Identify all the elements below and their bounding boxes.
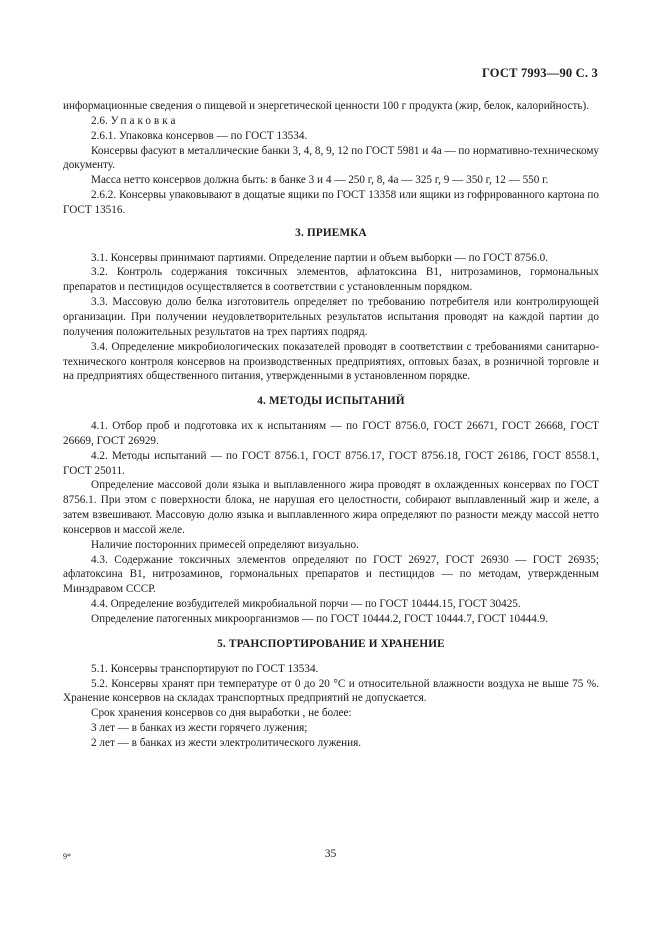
- paragraph-tongue-fat: Определение массовой доли языка и выплавленного жира проводят в охлажденных консервах по ГОСТ 8756.1. При этом с поверхности блока, не нарушая его целостности, собирают выплавленный жир и желе, а затем взвешивают. Массовую долю языка и выплавленного жира определяют по разности между массой нетто консервов и массой желе.: [63, 479, 599, 536]
- paragraph-4-4: 4.4. Определение возбудителей микробиальной порчи — по ГОСТ 10444.15, ГОСТ 30425.: [91, 598, 521, 611]
- section-5-title: 5. ТРАНСПОРТИРОВАНИЕ И ХРАНЕНИЕ: [217, 637, 445, 650]
- section-4-title: 4. МЕТОДЫ ИСПЫТАНИЙ: [257, 395, 405, 408]
- document-header: ГОСТ 7993—90 С. 3: [481, 66, 598, 80]
- paragraph-3-4: 3.4. Определение микробиологических показателей проводят в соответствии с требованиями санитарно-технического контроля консервов на производственных предприятиях, оптовых базах, в розничной торговле и на предприятиях общественного питания, утвержденными в установленном порядке.: [63, 340, 599, 383]
- footer-mark: 9*: [63, 852, 71, 861]
- paragraph-4-1: 4.1. Отбор проб и подготовка их к испытаниям — по ГОСТ 8756.0, ГОСТ 26671, ГОСТ 26668, ГОСТ 26669, ГОСТ 26929.: [63, 420, 599, 447]
- section-3-title: 3. ПРИЕМКА: [295, 226, 367, 239]
- paragraph-cans: Консервы фасуют в металлические банки 3, 4, 8, 9, 12 по ГОСТ 5981 и 4а — по нормативно-техническому документу.: [63, 144, 599, 172]
- subsection-2-6-heading: 2.6. Упаковка: [91, 114, 179, 127]
- paragraph-4-2: 4.2. Методы испытаний — по ГОСТ 8756.1, ГОСТ 8756.17, ГОСТ 8756.18, ГОСТ 26186, ГОСТ 8558.1, ГОСТ 25011.: [63, 449, 599, 477]
- paragraph-pathogens: Определение патогенных микроорганизмов — по ГОСТ 10444.2, ГОСТ 10444.7, ГОСТ 10444.9.: [91, 613, 549, 625]
- paragraph-intro-continuation: информационные сведения о пищевой и энергетической ценности 100 г продукта (жир, белок, калорийность).: [63, 100, 590, 112]
- document-body: [63, 99, 599, 751]
- paragraph-3-1: 3.1. Консервы принимают партиями. Определение партии и объем выборки — по ГОСТ 8756.0.: [91, 251, 549, 264]
- paragraph-4-3: 4.3. Содержание токсичных элементов определяют по ГОСТ 26927, ГОСТ 26930 — ГОСТ 26935; афлатоксина В1, нитрозаминов, гормональных препаратов и пестицидов — по методам, утвержденным Минздравом СССР.: [63, 553, 599, 596]
- paragraph-2-6-1: 2.6.1. Упаковка консервов — по ГОСТ 13534.: [91, 129, 308, 142]
- paragraph-impurities: Наличие посторонних примесей определяют визуально.: [91, 538, 359, 551]
- paragraph-3-2: 3.2. Контроль содержания токсичных элементов, афлатоксина В1, нитрозаминов, гормональных препаратов и пестицидов осуществляется в соответствии с установленным порядком.: [63, 266, 599, 294]
- paragraph-5-2: 5.2. Консервы хранят при температуре от 0 до 20 °С и относительной влажности воздуха не выше 75 %. Хранение консервов на складах транспортных предприятий не допускается.: [63, 677, 599, 705]
- paragraph-2-6-2: 2.6.2. Консервы упаковывают в дощатые ящики по ГОСТ 13358 или ящики из гофрированного картона по ГОСТ 13516.: [63, 189, 599, 216]
- packing-spaced-word: Упаковка: [110, 114, 179, 127]
- paragraph-shelf-life: Срок хранения консервов со дня выработки , не более:: [91, 707, 352, 720]
- paragraph-3-3: 3.3. Массовую долю белка изготовитель определяет по требованию потребителя или контролирующей организации. При получении неудовлетворительных результатов испытания проводят на каждой партии до получения положительных результатов на трех партиях подряд.: [63, 296, 599, 338]
- paragraph-2-years: 2 лет — в банках из жести электролитического лужения.: [91, 736, 362, 749]
- paragraph-net-mass: Масса нетто консервов должна быть: в банке 3 и 4 — 250 г, 8, 4а — 325 г, 9 — 350 г, 12 — 550 г.: [91, 174, 549, 187]
- paragraph-3-years: 3 лет — в банках из жести горячего лужения;: [91, 722, 308, 735]
- page-number: 35: [324, 848, 337, 860]
- paragraph-5-1: 5.1. Консервы транспортируют по ГОСТ 13534.: [91, 662, 319, 675]
